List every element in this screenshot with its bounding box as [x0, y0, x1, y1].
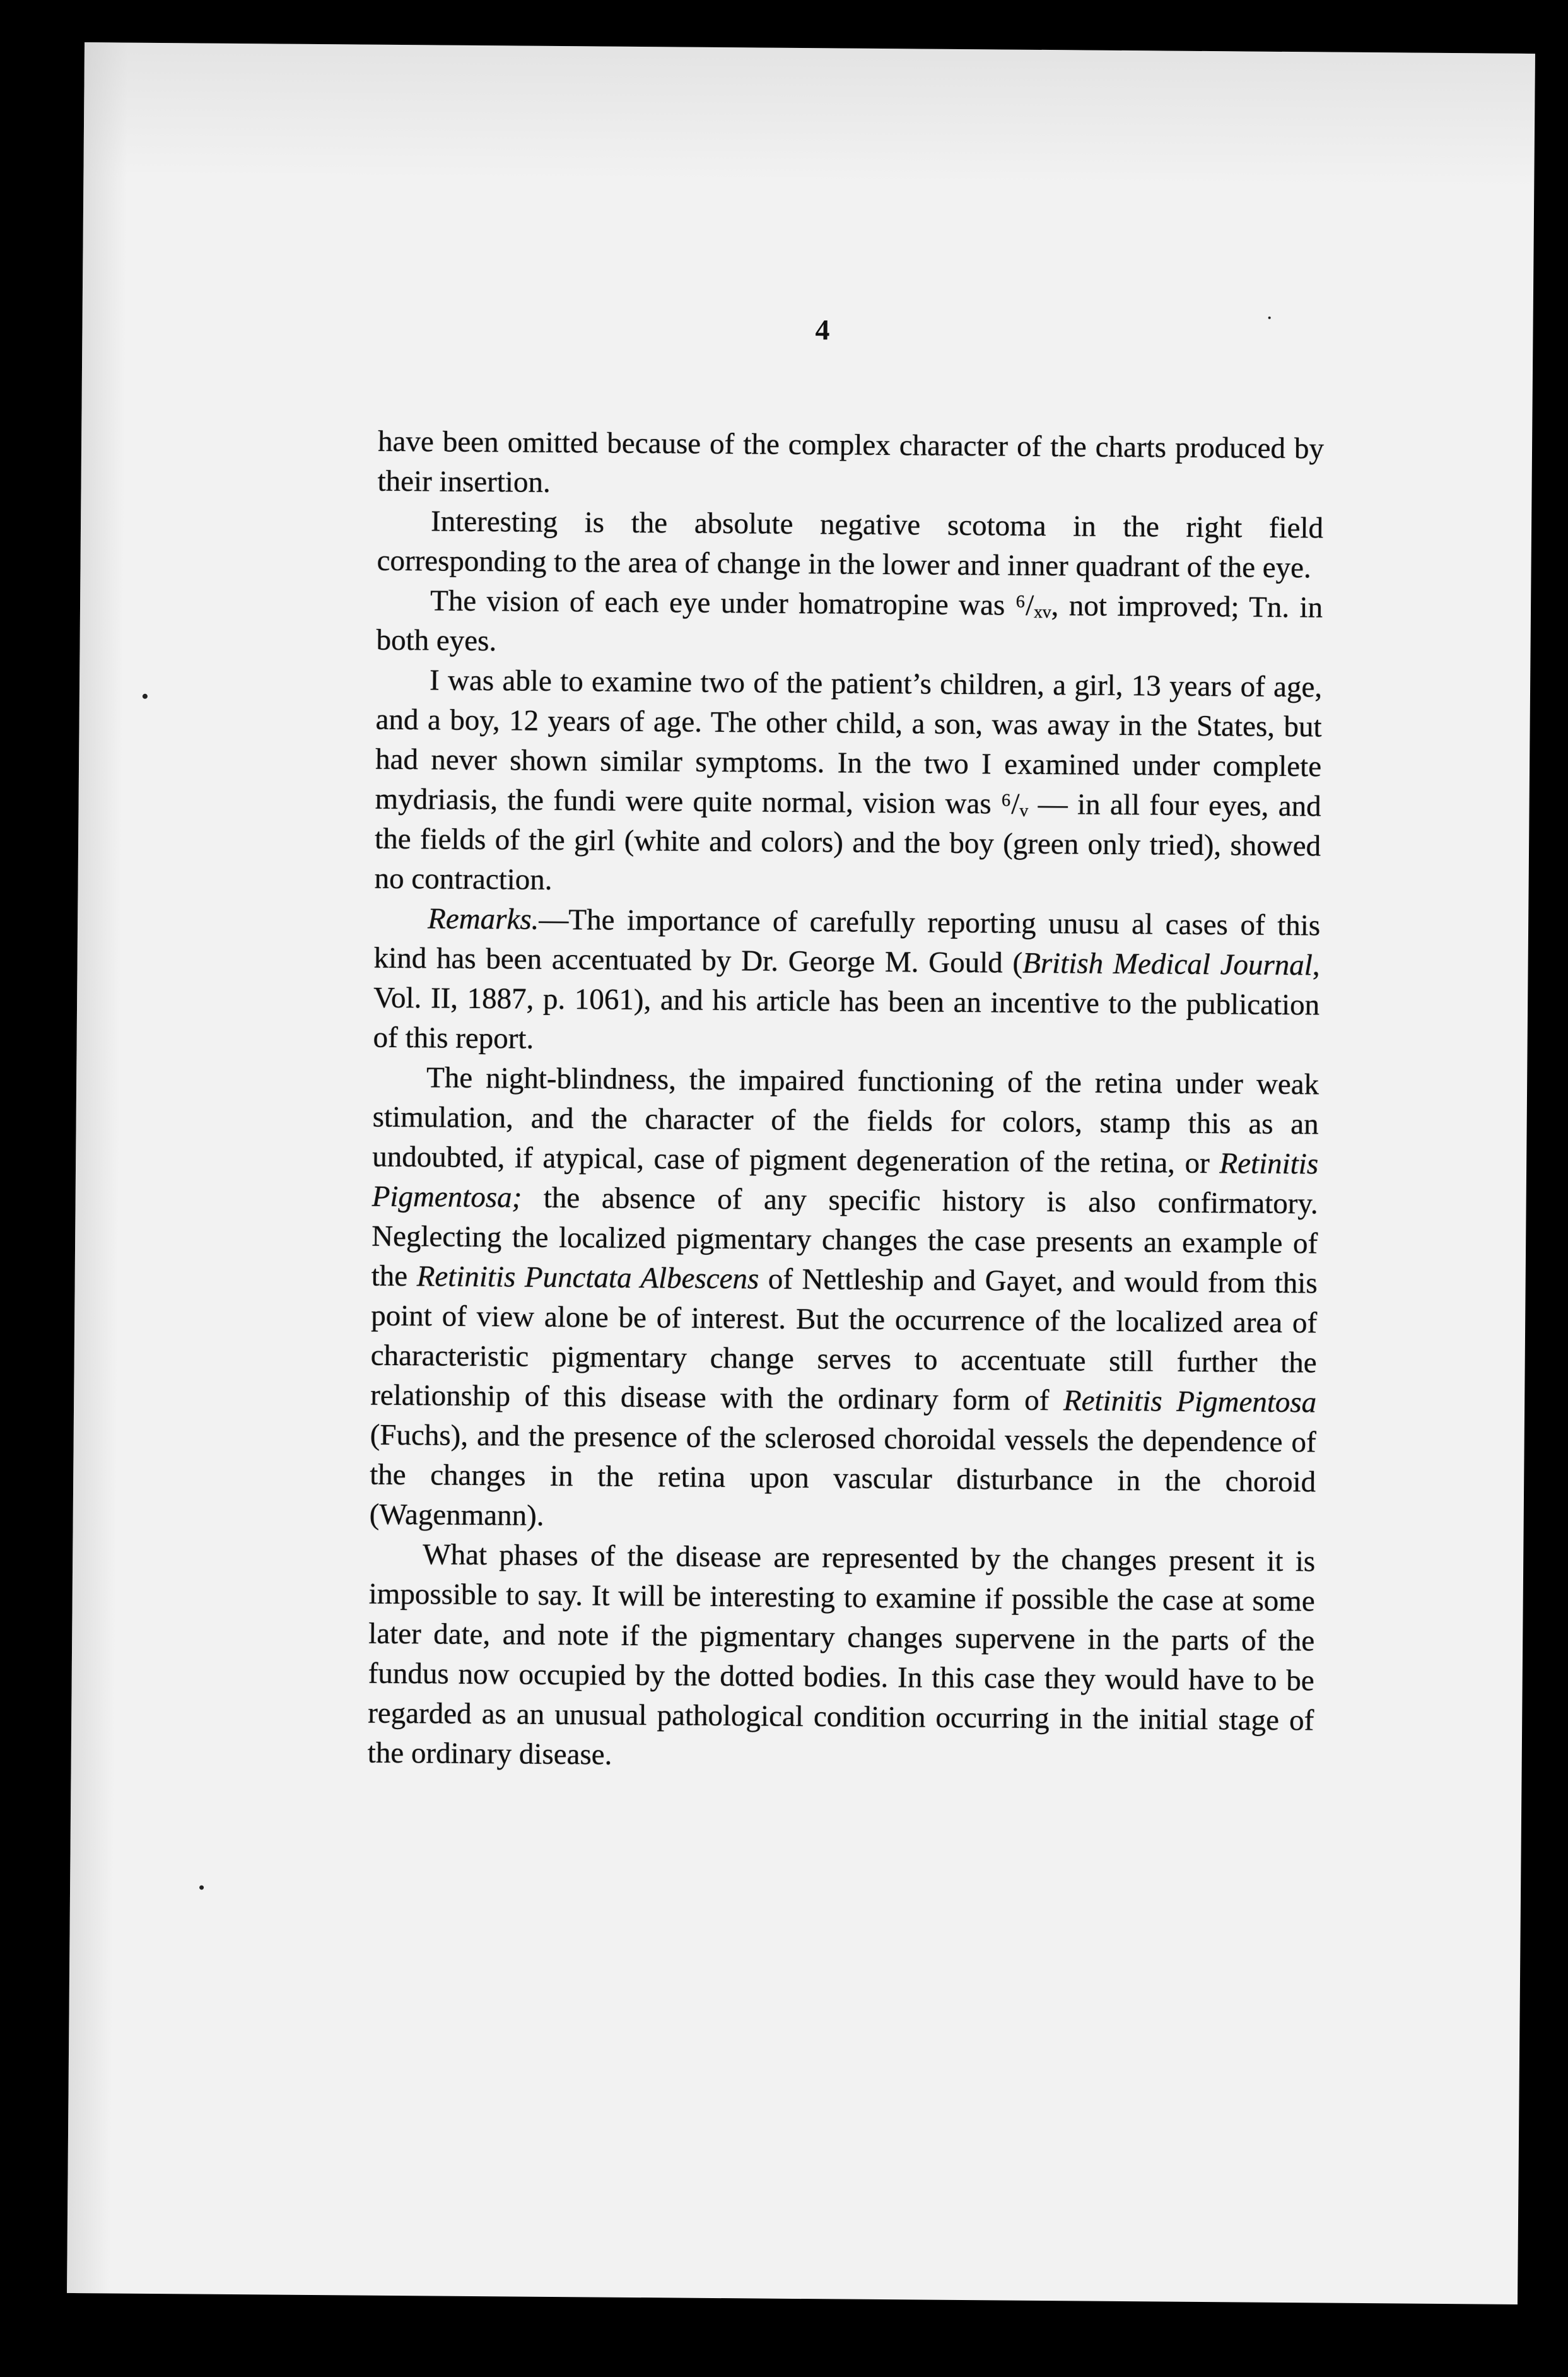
disease-term: Retinitis Punctata Albescens — [416, 1260, 759, 1296]
paragraph-4: I was able to examine two of the patient’s children, a girl, 13 years of age, and a boy, 12 years of age. The other child, a son, was away in the States, but had never shown similar symptoms. In the two I examined under complete mydriasis, the fundi were quite normal, vision was ⁶/ᵥ — in all four eyes, and the fields of the girl (white and colors) and the boy (green only tried), showed no contraction. — [374, 664, 1323, 896]
disease-term: Retinitis Pigmentosa; — [372, 1147, 1319, 1214]
text-segment: , Vol. II, 1887, p. 1061), and his article has been an incentive to the publication of this report. — [373, 949, 1320, 1055]
paragraph-7: What phases of the disease are represented by the changes present it is impossible to say. It will be interesting to examine if possible the case at some later date, and note if the pigmentary changes supervene in the parts of the fundus now occupied by the dotted bodies. In this case they would have to be regarded as an unusual pathological condition occurring in the initial stage of the ordinary disease. — [367, 1538, 1316, 1771]
scan-speck — [1268, 317, 1271, 319]
text-segment: the absence of any specific history is also confirmatory. Neglecting the localized pigmentary changes the case presents an example of the — [371, 1181, 1318, 1293]
scan-speck — [143, 694, 148, 699]
page-number: 4 — [815, 314, 830, 346]
paragraph-1: have been omitted because of the complex character of the charts produced by their insertion. — [377, 425, 1325, 499]
paragraph-6 — [369, 1058, 1319, 1542]
text-segment: of Nettleship and Gayet, and would from this point of view alone be of interest. But the occurrence of the localized area of characteristic pigmentary change serves to accentuate still further the relationship of this disease with the ordinary form of — [370, 1262, 1318, 1417]
text-segment: The night-blindness, the impaired functioning of the retina under weak stimulation, and the character of the fields for colors, stamp this as an undoubted, if atypical, case of pigment degeneration of the retina, or — [372, 1061, 1319, 1180]
scan-speck — [199, 1886, 204, 1890]
text-segment: —The importance of carefully reporting unusu al cases of this kind has been accentuated by Dr. George M. Gould ( — [373, 903, 1321, 980]
paragraph-5-remarks — [373, 899, 1320, 1065]
text-segment: (Fuchs), and the presence of the sclerosed choroidal vessels the dependence of the changes in the retina upon vascular disturbance in the choroid (Wagenmann). — [369, 1418, 1316, 1532]
journal-title: British Medical Journal — [1022, 946, 1313, 982]
body-text — [368, 422, 1325, 1781]
document-page — [67, 42, 1535, 2304]
remarks-heading: Remarks. — [427, 902, 539, 936]
disease-term: Retinitis Pigmentosa — [1063, 1384, 1317, 1419]
paragraph-3: The vision of each eye under homatropine was ⁶/ₓᵥ, not improved; Tn. in both eyes. — [376, 584, 1323, 658]
paragraph-2: Interesting is the absolute negative scotoma in the right field corresponding to the area of change in the lower and inner quadrant of the eye. — [377, 505, 1324, 585]
